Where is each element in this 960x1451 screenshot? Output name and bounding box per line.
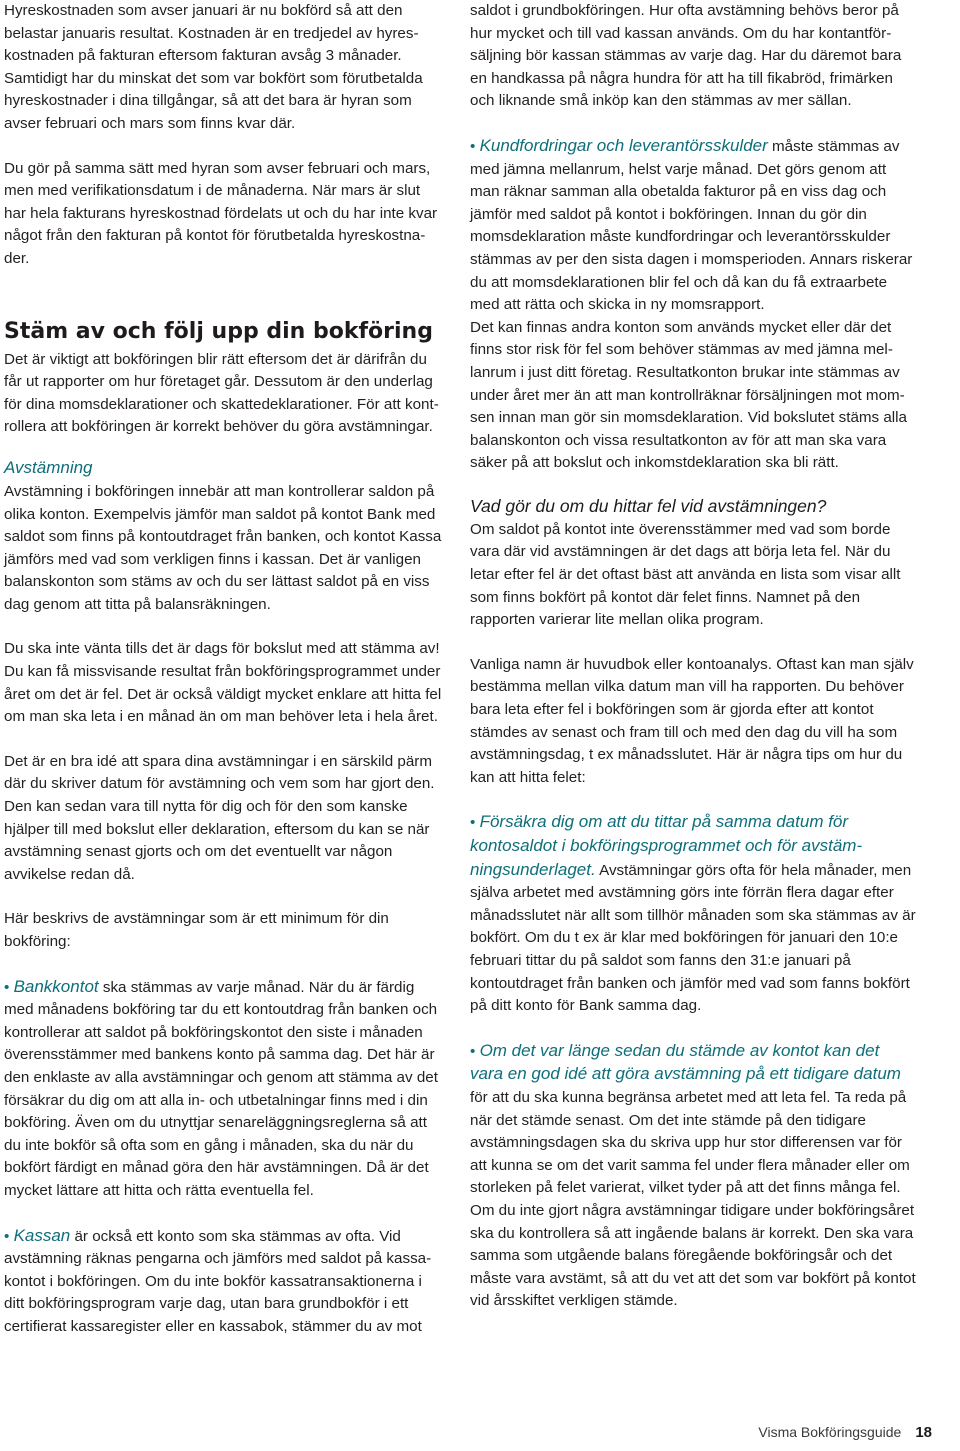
bullet-item-tidigare-datum [470,1040,916,1313]
subheading-avstamning: Avstämning [4,457,93,477]
bullet-item-bankkontot [4,976,444,1203]
bullet-term: Kassan [13,1225,71,1245]
bullet-text: är också ett konto som ska stämmas av ofta. Vid avstämning räknas pengarna och jämförs med saldot på kassakontot i bokföringen. Om du inte bokför kassatransaktionerna i ditt bokföringsprogram varje dag, utan bara grundbokför i ett certifierat kassaregister eller en kassabok, stämmer du av mot [4,1227,432,1335]
bullet-term: Bankkontot [13,976,99,996]
paragraph: Hyreskostnaden som avser januari är nu bokförd så att den belastar januaris resultat. Kostnaden är en tredjedel av hyreskostnaden på fakturan eftersom fakturan avsåg 3 månader. Samtidigt har du minskat det som var bokfört som förutbetalda hyreskostnader i dina tillgångar, så att det bara är hyran som avser februari och mars som finns kvar där. [4,2,423,132]
bullet-text: måste stämmas av med jämna mellanrum, helst varje månad. Det görs genom att man räknar samman alla obetalda fakturor på en viss dag och jämför med saldot på kontot i bokföringen. Innan du gör din momsdeklaration måste kundfordringar och leverantörsskulder stämmas av per den sista dagen i momsperioden. Annars riskerar du att momsdeklarationen blir fel och då kan du få extraarbete med att rätta och skicka in ny momsrapport. [470,137,913,314]
section-heading: Stäm av och följ upp din bokföring [4,318,433,344]
paragraph: saldot i grundbokföringen. Hur ofta avstämning behövs beror på hur mycket och till vad kassan används. Om du har kontantförsäljning bör kassan stämmas av varje dag. Har du däremot bara en handkassa på några hundra för att ha till fikabröd, frimärken och liknande små inköp kan den stämmas av mer sällan. [470,2,902,110]
page-footer [758,1421,932,1445]
paragraph: Du gör på samma sätt med hyran som avser februari och mars, men med verifikationsdatum i de månaderna. När mars är slut har hela fakturans hyreskostnad fördelats ut och du har inte kvar något från den fakturan på kontot för förutbetalda hyreskostnader. [4,159,438,267]
paragraph: Det är viktigt att bokföringen blir rätt eftersom det är därifrån du får ut rapporter om hur företaget går. Dessutom är den underlag för dina momsdeklarationer och skattedeklarationer. För att kontrollera att bokföringen är korrekt behöver du göra avstämningar. [4,350,439,436]
right-column [470,0,916,1313]
paragraph: Avstämning i bokföringen innebär att man kontrollerar saldon på olika konton. Exempelvis jämför man saldot på kontot Bank med saldot som finns på kontoutdraget från banken, och kontot Kassa jämförs med vad som verkligen finns i kassan. Det är vanligen balanskonton som stäms av och du ser lättast saldot på en viss dag genom att titta på balansräkningen. [4,482,442,613]
page-number: 18 [915,1424,932,1442]
bullet-text: Avstämningar görs ofta för hela månader, men själva arbetet med avstämning görs inte förrän flera dagar efter månadsslutet när allt som tillhör månaden som ska stämmas av är bokfört. Om du t ex är klar med bokföringen för januari den 10:e februari tittar du på saldot som fanns den 31:e januari på kontoutdraget från banken och jämför med vad som fanns bokfört på ditt konto för Bank samma dag. [470,861,916,1015]
bullet-term: Försäkra dig om att du tittar på samma datum för kontosaldot i bokföringsprogrammet och för avstämningsunderlaget. [470,812,863,879]
bullet-icon: • [4,1227,10,1245]
paragraph: Du ska inte vänta tills det är dags för bokslut med att stämma av! Du kan få missvisande resultat från bokföringsprogrammet under året om det är fel. Det är också väldigt mycket enklare att hitta fel om man ska leta i en månad än om man behöver leta i hela året. [4,640,442,726]
bullet-item-kundfordringar [470,135,916,317]
paragraph: Här beskrivs de avstämningar som är ett minimum för din bokföring: [4,910,389,950]
bullet-item-samma-datum [470,811,916,1017]
paragraph: Det kan finnas andra konton som används mycket eller där det finns stor risk för fel som behöver stämmas av med jämna mellanrum i just ditt företag. Resultatkonton brukar inte stämmas av under året mer än att man kontrollräknar försäljningen mot momsen innan man gör sin momsdeklaration. Vid bokslutet stäms alla balanskonton och vissa resultatkonton av för att man ska vara säker på att bokslut och inkomstdeklaration ska bli rätt. [470,318,908,472]
bullet-icon: • [470,1042,476,1060]
bullet-term: Om det var länge sedan du stämde av kontot kan det vara en god idé att göra avstämning på ett tidigare datum [470,1040,901,1084]
bullet-item-kassan [4,1225,444,1339]
left-column [4,0,444,1339]
paragraph: Om saldot på kontot inte överensstämmer med vad som borde vara där vid avstämningen är det dags att börja leta fel. När du letar efter fel är det oftast bäst att använda en lista som visar allt som finns bokfört på kontot där felet finns. Namnet på den rapporten varierar lite mellan olika program. [470,520,901,629]
bullet-term: Kundfordringar och leverantörsskulder [479,135,768,155]
bullet-text: för att du ska kunna begränsa arbetet med att leta fel. Ta reda på när det stämde senast. Om det inte stämde på den tidigare avstämningsdagen ska du skriva upp hur stor differensen var för att kunna se om det varit samma fel under flera månader eller om storleken på felet varierat, vilket tyder på att det finns många fel. Om du inte gjort några avstämningar tidigare under bokföringsåret ska du kontrollera så att ingående balans är korrekt. Den ska vara samma som utgående balans föregående bokföringsår och det måste vara avstämt, så att du vet att det som var bokfört på kontot vid årsskiftet verkligen stämde. [470,1088,916,1310]
subheading-hitta-fel: Vad gör du om du hittar fel vid avstämningen? [470,495,827,516]
bullet-icon: • [470,137,476,155]
paragraph: Vanliga namn är huvudbok eller kontoanalys. Oftast kan man själv bestämma mellan vilka datum man vill ha rapporten. Du behöver bara leta efter fel i bokföringen som är gjorda efter att kontot stämdes av senast och fram till och med den dag du vill ha som avstämningsdag, t ex månadsslutet. Här är några tips om hur du kan att hitta felet: [470,655,914,786]
footer-title: Visma Bokföringsguide [758,1424,902,1441]
bullet-icon: • [4,978,10,996]
bullet-text: ska stämmas av varje månad. När du är färdig med månadens bokföring tar du ett kontoutdrag från banken och kontrollerar att saldot på bokföringskontot den siste i månaden överensstämmer med bankens konto på samma dag. Det här är den enklaste av alla avstämningar och genom att stämma av det försäkrar du dig om att alla in- och utbetalningar finns med i din bokföring. Även om du utnyttjar senareläggningsreglerna så att du inte bokför så ofta som en gång i månaden, ska du när du bokfört färdigt en månad göra den här avstämningen. Då är det mycket lättare att hitta och rätta eventuella fel. [4,978,438,1199]
bullet-icon: • [470,814,476,832]
paragraph: Det är en bra idé att spara dina avstämningar i en särskild pärm där du skriver datum för avstämning och vem som har gjort den. Den kan sedan vara till nytta för dig och för den som kanske hjälper till med bokslut eller deklaration, eftersom du kan se när avstämning senast gjorts och om det eventuellt var någon avvikelse redan då. [4,752,435,883]
